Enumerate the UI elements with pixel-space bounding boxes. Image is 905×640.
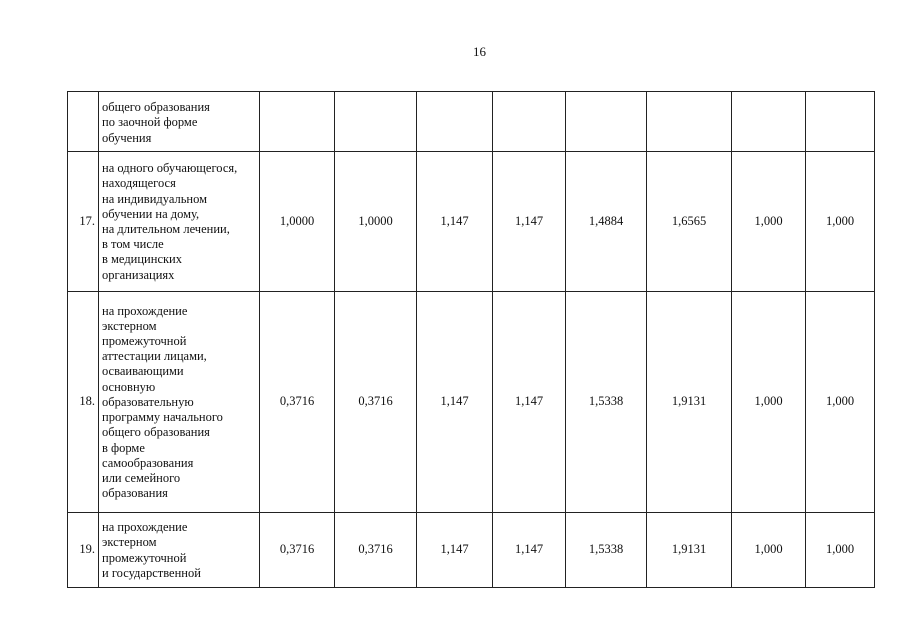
row-number: 18. bbox=[68, 292, 99, 513]
value-cell bbox=[493, 92, 566, 152]
value-cell: 1,0000 bbox=[335, 152, 417, 292]
value-cell: 1,147 bbox=[493, 292, 566, 513]
table-row bbox=[68, 292, 875, 513]
value-cell: 1,000 bbox=[732, 292, 806, 513]
value-cell: 1,000 bbox=[806, 292, 875, 513]
table-row bbox=[68, 513, 875, 588]
value-cell: 1,9131 bbox=[647, 292, 732, 513]
value-cell bbox=[566, 92, 647, 152]
value-cell bbox=[335, 92, 417, 152]
value-cell bbox=[417, 92, 493, 152]
row-number bbox=[68, 92, 99, 152]
value-cell bbox=[260, 92, 335, 152]
value-cell: 0,3716 bbox=[335, 292, 417, 513]
value-cell: 1,6565 bbox=[647, 152, 732, 292]
value-cell bbox=[732, 92, 806, 152]
page-number: 16 bbox=[473, 44, 486, 59]
row-description: общего образования по заочной форме обучения bbox=[99, 92, 260, 152]
value-cell: 0,3716 bbox=[260, 513, 335, 588]
row-description: на прохождение экстерном промежуточной и государственной bbox=[99, 513, 260, 588]
value-cell bbox=[806, 92, 875, 152]
value-cell: 1,0000 bbox=[260, 152, 335, 292]
table-row bbox=[68, 92, 875, 152]
table-row bbox=[68, 152, 875, 292]
row-number: 19. bbox=[68, 513, 99, 588]
coefficient-table bbox=[67, 91, 875, 588]
row-description: на одного обучающегося, находящегося на индивидуальном обучении на дому, на длительном лечении, в том числе в медицинских организациях bbox=[99, 152, 260, 292]
value-cell: 1,4884 bbox=[566, 152, 647, 292]
value-cell: 1,000 bbox=[732, 513, 806, 588]
value-cell: 1,000 bbox=[806, 513, 875, 588]
value-cell: 1,147 bbox=[417, 513, 493, 588]
row-number: 17. bbox=[68, 152, 99, 292]
value-cell: 1,5338 bbox=[566, 292, 647, 513]
value-cell: 0,3716 bbox=[260, 292, 335, 513]
value-cell: 1,147 bbox=[493, 152, 566, 292]
value-cell: 1,9131 bbox=[647, 513, 732, 588]
value-cell: 1,000 bbox=[732, 152, 806, 292]
value-cell: 0,3716 bbox=[335, 513, 417, 588]
value-cell bbox=[647, 92, 732, 152]
value-cell: 1,000 bbox=[806, 152, 875, 292]
value-cell: 1,147 bbox=[417, 152, 493, 292]
value-cell: 1,147 bbox=[493, 513, 566, 588]
value-cell: 1,147 bbox=[417, 292, 493, 513]
row-description: на прохождение экстерном промежуточной аттестации лицами, осваивающими основную образовательную программу начального общего образования в форме самообразования или семейного образования bbox=[99, 292, 260, 513]
value-cell: 1,5338 bbox=[566, 513, 647, 588]
